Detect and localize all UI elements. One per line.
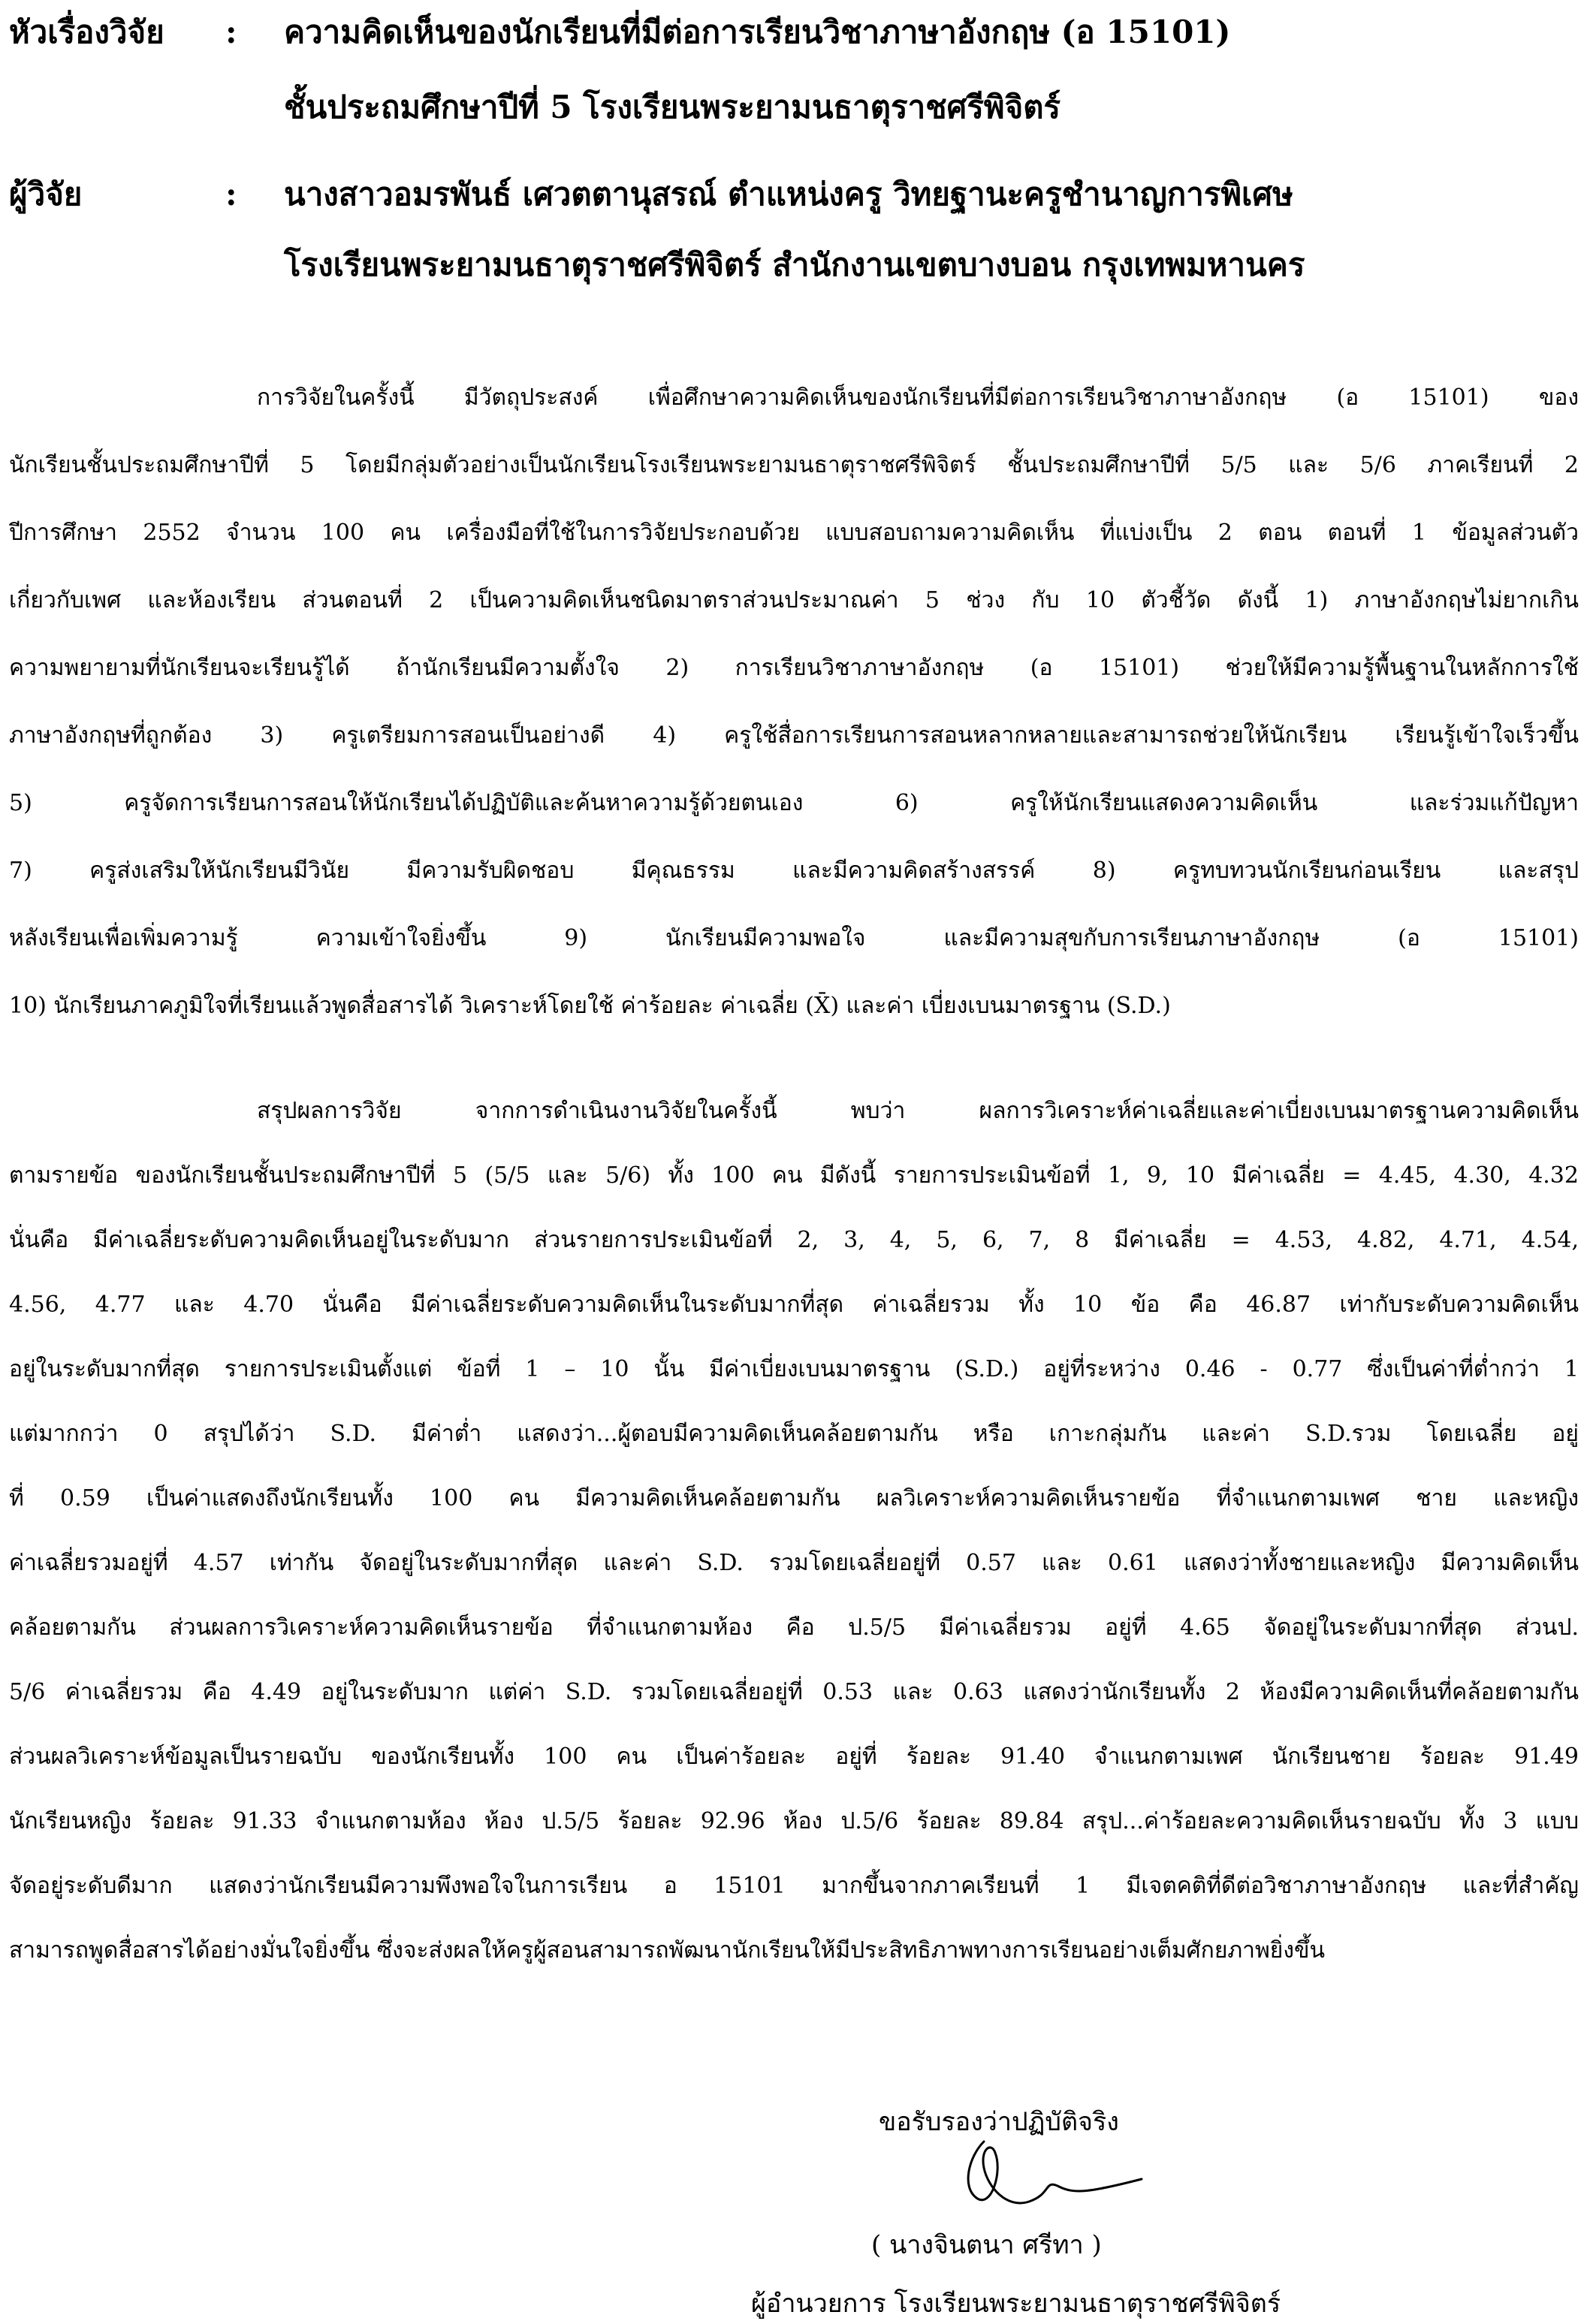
summary-line: แต่มากกว่า 0 สรุปได้ว่า S.D. มีค่าต่ำ แสดงว่า...ผู้ตอบมีความคิดเห็นคล้อยตามกัน หรือ เกาะกลุ่มกัน และค่า S.D.รวม โดยเฉลี่ย อยู่ [9, 1421, 1579, 1447]
abstract-line: ความพยายามที่นักเรียนจะเรียนรู้ได้ ถ้านักเรียนมีความตั้งใจ 2) การเรียนวิชาภาษาอังกฤษ (อ 15101) ช่วยให้มีความรู้พื้นฐานในหลักการใช้ [9, 655, 1579, 681]
signer-name: ( นางจินตนา ศรีทา ) [871, 2230, 1102, 2260]
summary-line: ที่ 0.59 เป็นค่าแสดงถึงนักเรียนทั้ง 100 คน มีความคิดเห็นคล้อยตามกัน ผลวิเคราะห์ความคิดเห็นรายข้อ ที่จำแนกตามเพศ ชาย และหญิง [9, 1485, 1579, 1512]
handwritten-signature [939, 2127, 1164, 2224]
title-label: หัวเรื่องวิจัย [9, 14, 164, 50]
abstract-line: 7) ครูส่งเสริมให้นักเรียนมีวินัย มีความรับผิดชอบ มีคุณธรรม และมีความคิดสร้างสรรค์ 8) ครูทบทวนนักเรียนก่อนเรียน และสรุป [9, 858, 1579, 884]
summary-line: สรุปผลการวิจัย จากการดำเนินงานวิจัยในครั้งนี้ พบว่า ผลการวิเคราะห์ค่าเฉลี่ยและค่าเบี่ยงเบนมาตรฐานความคิดเห็น [257, 1098, 1579, 1124]
summary-line: ส่วนผลวิเคราะห์ข้อมูลเป็นรายฉบับ ของนักเรียนทั้ง 100 คน เป็นค่าร้อยละ อยู่ที่ ร้อยละ 91.40 จำแนกตามเพศ นักเรียนชาย ร้อยละ 91.49 [9, 1744, 1579, 1770]
researcher-line-2: โรงเรียนพระยามนธาตุราชศรีพิจิตร์ สำนักงานเขตบางบอน กรุงเทพมหานคร [284, 246, 1305, 283]
researcher-colon: : [225, 176, 237, 213]
abstract-line: นักเรียนชั้นประถมศึกษาปีที่ 5 โดยมีกลุ่มตัวอย่างเป็นนักเรียนโรงเรียนพระยามนธาตุราชศรีพิจิตร์ ชั้นประถมศึกษาปีที่ 5/5 และ 5/6 ภาคเรียนที่ 2 [9, 452, 1579, 478]
summary-line: สามารถพูดสื่อสารได้อย่างมั่นใจยิ่งขึ้น ซึ่งจะส่งผลให้ครูผู้สอนสามารถพัฒนานักเรียนให้มีประสิทธิภาพทางการเรียนอย่างเต็มศักยภาพยิ่งขึ้น [9, 1937, 1326, 1964]
summary-line: 5/6 ค่าเฉลี่ยรวม คือ 4.49 อยู่ในระดับมาก แต่ค่า S.D. รวมโดยเฉลี่ยอยู่ที่ 0.53 และ 0.63 แสดงว่านักเรียนทั้ง 2 ห้องมีความคิดเห็นที่คล้อยตามกัน [9, 1679, 1579, 1705]
summary-line: ตามรายข้อ ของนักเรียนชั้นประถมศึกษาปีที่ 5 (5/5 และ 5/6) ทั้ง 100 คน มีดังนี้ รายการประเมินข้อที่ 1, 9, 10 มีค่าเฉลี่ย = 4.45, 4.30, 4.32 [9, 1162, 1579, 1189]
research-title-line-1: ความคิดเห็นของนักเรียนที่มีต่อการเรียนวิชาภาษาอังกฤษ (อ 15101) [284, 14, 1231, 50]
abstract-line: 5) ครูจัดการเรียนการสอนให้นักเรียนได้ปฏิบัติและค้นหาความรู้ด้วยตนเอง 6) ครูให้นักเรียนแสดงความคิดเห็น และร่วมแก้ปัญหา [9, 790, 1579, 816]
abstract-line: ภาษาอังกฤษที่ถูกต้อง 3) ครูเตรียมการสอนเป็นอย่างดี 4) ครูใช้สื่อการเรียนการสอนหลากหลายและสามารถช่วยให้นักเรียน เรียนรู้เข้าใจเร็วขึ้น [9, 722, 1579, 749]
summary-line: ค่าเฉลี่ยรวมอยู่ที่ 4.57 เท่ากัน จัดอยู่ในระดับมากที่สุด และค่า S.D. รวมโดยเฉลี่ยอยู่ที่ 0.57 และ 0.61 แสดงว่าทั้งชายและหญิง มีความคิดเห็น [9, 1550, 1579, 1576]
signer-title: ผู้อำนวยการ โรงเรียนพระยามนธาตุราชศรีพิจิตร์ [751, 2289, 1281, 2319]
abstract-line: การวิจัยในครั้งนี้ มีวัตถุประสงค์ เพื่อศึกษาความคิดเห็นของนักเรียนที่มีต่อการเรียนวิชาภาษาอังกฤษ (อ 15101) ของ [257, 384, 1579, 411]
certify-text: ขอรับรองว่าปฏิบัติจริง [879, 2107, 1119, 2137]
summary-line: นักเรียนหญิง ร้อยละ 91.33 จำแนกตามห้อง ห้อง ป.5/5 ร้อยละ 92.96 ห้อง ป.5/6 ร้อยละ 89.84 สรุป...ค่าร้อยละความคิดเห็นรายฉบับ ทั้ง 3 แบบ [9, 1808, 1579, 1834]
summary-line: คล้อยตามกัน ส่วนผลการวิเคราะห์ความคิดเห็นรายข้อ ที่จำแนกตามห้อง คือ ป.5/5 มีค่าเฉลี่ยรวม อยู่ที่ 4.65 จัดอยู่ในระดับมากที่สุด ส่วนป. [9, 1614, 1579, 1641]
summary-line: นั่นคือ มีค่าเฉลี่ยระดับความคิดเห็นอยู่ในระดับมาก ส่วนรายการประเมินข้อที่ 2, 3, 4, 5, 6, 7, 8 มีค่าเฉลี่ย = 4.53, 4.82, 4.71, 4.54, [9, 1227, 1579, 1253]
research-title-line-2: ชั้นประถมศึกษาปีที่ 5 โรงเรียนพระยามนธาตุราชศรีพิจิตร์ [284, 89, 1061, 125]
summary-line: อยู่ในระดับมากที่สุด รายการประเมินตั้งแต่ ข้อที่ 1 – 10 นั้น มีค่าเบี่ยงเบนมาตรฐาน (S.D.) อยู่ที่ระหว่าง 0.46 - 0.77 ซึ่งเป็นค่าที่ต่ำกว่า 1 [9, 1356, 1579, 1382]
title-colon: : [225, 14, 237, 50]
abstract-line: ปีการศึกษา 2552 จำนวน 100 คน เครื่องมือที่ใช้ในการวิจัยประกอบด้วย แบบสอบถามความคิดเห็น ที่แบ่งเป็น 2 ตอน ตอนที่ 1 ข้อมูลส่วนตัว [9, 520, 1579, 546]
abstract-line: เกี่ยวกับเพศ และห้องเรียน ส่วนตอนที่ 2 เป็นความคิดเห็นชนิดมาตราส่วนประมาณค่า 5 ช่วง กับ 10 ตัวชี้วัด ดังนี้ 1) ภาษาอังกฤษไม่ยากเกิน [9, 587, 1579, 613]
abstract-line: หลังเรียนเพื่อเพิ่มความรู้ ความเข้าใจยิ่งขึ้น 9) นักเรียนมีความพอใจ และมีความสุขกับการเรียนภาษาอังกฤษ (อ 15101) [9, 925, 1579, 951]
researcher-line-1: นางสาวอมรพันธ์ เศวตตานุสรณ์ ตำแหน่งครู วิทยฐานะครูชำนาญการพิเศษ [284, 176, 1293, 213]
summary-line: 4.56, 4.77 และ 4.70 นั่นคือ มีค่าเฉลี่ยระดับความคิดเห็นในระดับมากที่สุด ค่าเฉลี่ยรวม ทั้ง 10 ข้อ คือ 46.87 เท่ากับระดับความคิดเห็น [9, 1292, 1579, 1318]
researcher-label: ผู้วิจัย [9, 176, 83, 213]
abstract-line: 10) นักเรียนภาคภูมิใจที่เรียนแล้วพูดสื่อสารได้ วิเคราะห์โดยใช้ ค่าร้อยละ ค่าเฉลี่ย (X̄) และค่า เบี่ยงเบนมาตรฐาน (S.D.) [9, 993, 1171, 1019]
summary-line: จัดอยู่ระดับดีมาก แสดงว่านักเรียนมีความพึงพอใจในการเรียน อ 15101 มากขึ้นจากภาคเรียนที่ 1 มีเจตคติที่ดีต่อวิชาภาษาอังกฤษ และที่สำคัญ [9, 1873, 1579, 1899]
